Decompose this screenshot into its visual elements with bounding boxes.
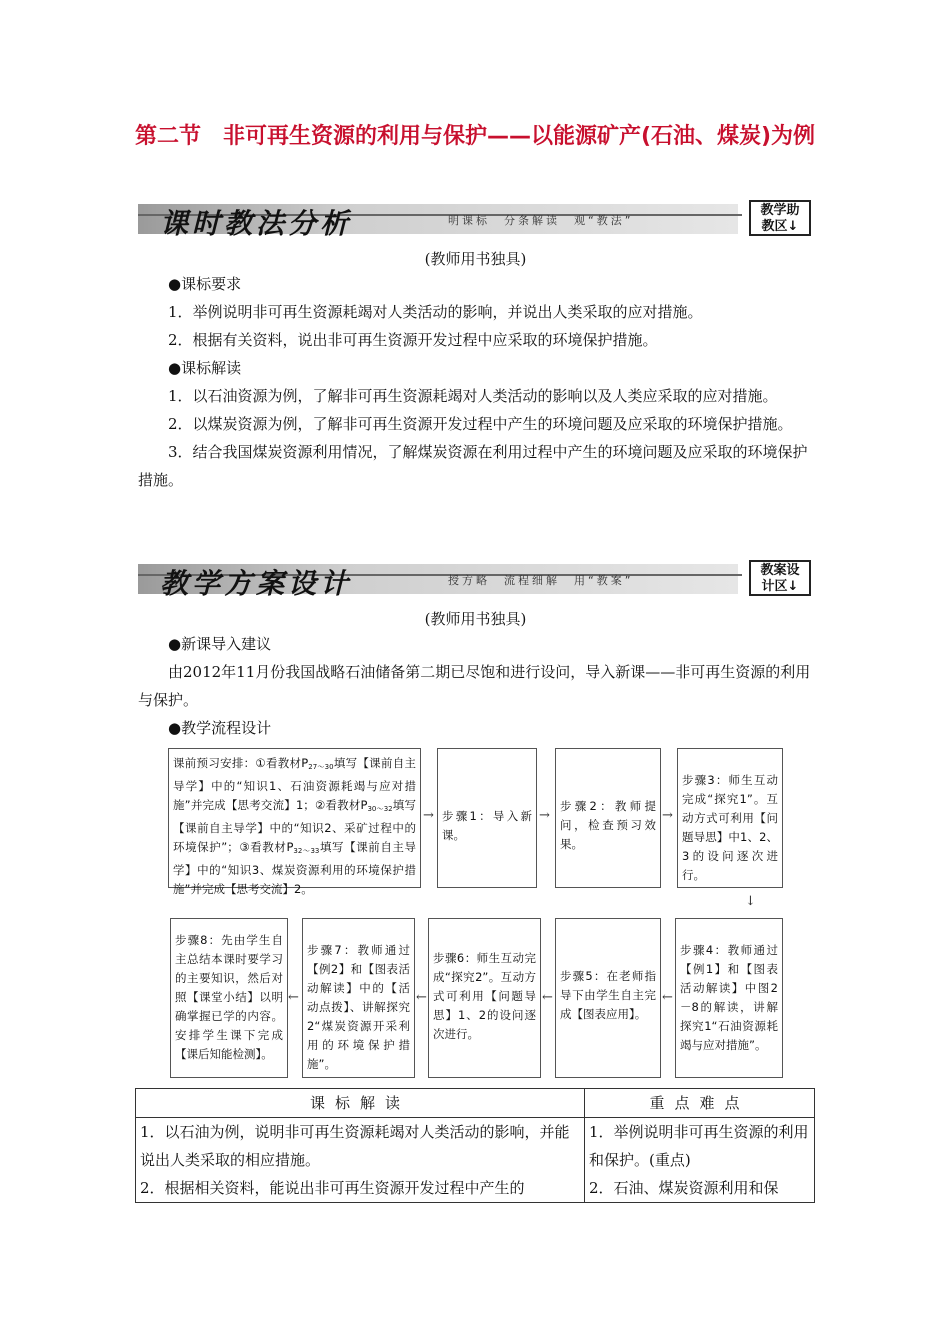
teacher-only-note: (教师用书独具) — [424, 250, 527, 268]
section-banner-analysis — [138, 200, 813, 240]
page-range: 32～33 — [293, 847, 320, 855]
page-range: 27～30 — [308, 763, 334, 771]
arrow-right-icon: → — [423, 808, 434, 823]
curriculum-table — [135, 1088, 815, 1203]
flow-step-6: 步骤6：师生互动完成“探究2”。互动方式可利用【问题导思】1、2的设问逐次进行。 — [428, 918, 541, 1078]
teacher-only-note: (教师用书独具) — [424, 610, 527, 628]
arrow-left-icon: ← — [662, 990, 673, 1005]
badge-line: 教区↓ — [761, 219, 799, 234]
interpretation-item: 1．以石油资源为例，了解非可再生资源耗竭对人类活动的影响以及人类应采取的应对措施。 — [168, 387, 778, 405]
section-curriculum — [138, 270, 813, 494]
arrow-left-icon: ← — [416, 990, 427, 1005]
table-cell — [136, 1118, 585, 1203]
table-header-interpretation: 课标解读 — [136, 1089, 585, 1118]
banner-subtitle: 明课标 分条解读 观“教法” — [448, 214, 634, 227]
flow-step-7: 步骤7：教师通过【例2】和【图表活动解读】中的【活动点拨】、讲解探究2“煤炭资源开采利用的环境保护措施”。 — [302, 918, 415, 1078]
arrow-left-icon: ← — [542, 990, 553, 1005]
badge-line: 教案设 — [760, 563, 800, 578]
interpretation-item: 2．以煤炭资源为例，了解非可再生资源开发过程中产生的环境问题及应采取的环境保护措施。 — [168, 415, 793, 433]
table-cell — [585, 1118, 815, 1203]
heading-interpretation: ●课标解读 — [168, 359, 242, 377]
heading-requirements: ●课标要求 — [168, 275, 242, 293]
table-cell-text: 1．举例说明非可再生资源的利用和保护。(重点) — [589, 1123, 809, 1169]
heading-intro: ●新课导入建议 — [168, 635, 272, 653]
flow-step-8: 步骤8：先由学生自主总结本课时要学习的主要知识，然后对照【课堂小结】以明确掌握已学的内容。安排学生课下完成【课后知能检测】。 — [170, 918, 288, 1078]
flow-text: 填写【课前自主导学】中的“知识2、采矿过程中的环境保护”；③看教材P — [173, 798, 416, 854]
requirement-item: 2．根据有关资料，说出非可再生资源开发过程中应采取的环境保护措施。 — [168, 331, 658, 349]
table-cell-text: 2．根据相关资料，能说出非可再生资源开发过程中产生的 — [140, 1179, 525, 1197]
flow-step-1: 步骤1：导入新课。 — [437, 748, 537, 888]
requirement-item: 1．举例说明非可再生资源耗竭对人类活动的影响，并说出人类采取的应对措施。 — [168, 303, 703, 321]
section-banner-design — [138, 560, 813, 600]
banner-subtitle: 授方略 流程细解 用“教案” — [448, 574, 634, 587]
page-range: 30～32 — [367, 805, 393, 813]
page-title: 第二节 非可再生资源的利用与保护——以能源矿产(石油、煤炭)为例 — [134, 124, 816, 149]
flow-text: 填写【课前自主导学】中的“知识1、石油资源耗竭与应对措施”并完成【思考交流】1；②看教材P — [173, 756, 416, 812]
arrow-right-icon: → — [539, 808, 550, 823]
table-header-keypoints: 重点难点 — [585, 1089, 815, 1118]
flow-step-4: 步骤4：教师通过【例1】和【图表活动解读】中图2－8的解读，讲解探究1“石油资源耗竭与应对措施”。 — [675, 918, 783, 1078]
arrow-left-icon: ← — [288, 990, 299, 1005]
banner-heading: 课时教法分析 — [160, 207, 353, 240]
badge-line: 教学助 — [760, 203, 800, 218]
flow-step-3: 步骤3：师生互动完成“探究1”。互动方式可利用【问题导思】中1、2、3的设问逐次进行。 — [677, 748, 783, 888]
interpretation-item: 3．结合我国煤炭资源利用情况，了解煤炭资源在利用过程中产生的环境问题及应采取的环境保护措施。 — [138, 443, 808, 489]
arrow-down-icon: ↓ — [745, 894, 756, 909]
flow-preview-box — [168, 748, 421, 896]
badge-line: 计区↓ — [761, 579, 799, 594]
heading-flow: ●教学流程设计 — [168, 719, 272, 737]
section-design — [138, 630, 813, 742]
flow-text: 课前预习安排：①看教材P — [173, 756, 309, 770]
flow-step-5: 步骤5：在老师指导下由学生自主完成【图表应用】。 — [555, 918, 661, 1078]
table-cell-text: 1．以石油为例，说明非可再生资源耗竭对人类活动的影响，并能说出人类采取的相应措施。 — [140, 1123, 570, 1169]
banner-badge — [749, 200, 811, 236]
intro-text: 由2012年11月份我国战略石油储备第二期已尽饱和进行设问，导入新课——非可再生资源的利用与保护。 — [138, 663, 811, 709]
arrow-right-icon: → — [662, 808, 673, 823]
banner-heading: 教学方案设计 — [160, 567, 353, 600]
flow-step-2: 步骤2：教师提问，检查预习效果。 — [555, 748, 661, 888]
table-cell-text: 2．石油、煤炭资源利用和保 — [589, 1179, 779, 1197]
banner-badge — [749, 560, 811, 596]
flow-text: 填写【课前自主导学】中的“知识3、煤炭资源利用的环境保护措施”并完成【思考交流】2。 — [173, 840, 417, 896]
